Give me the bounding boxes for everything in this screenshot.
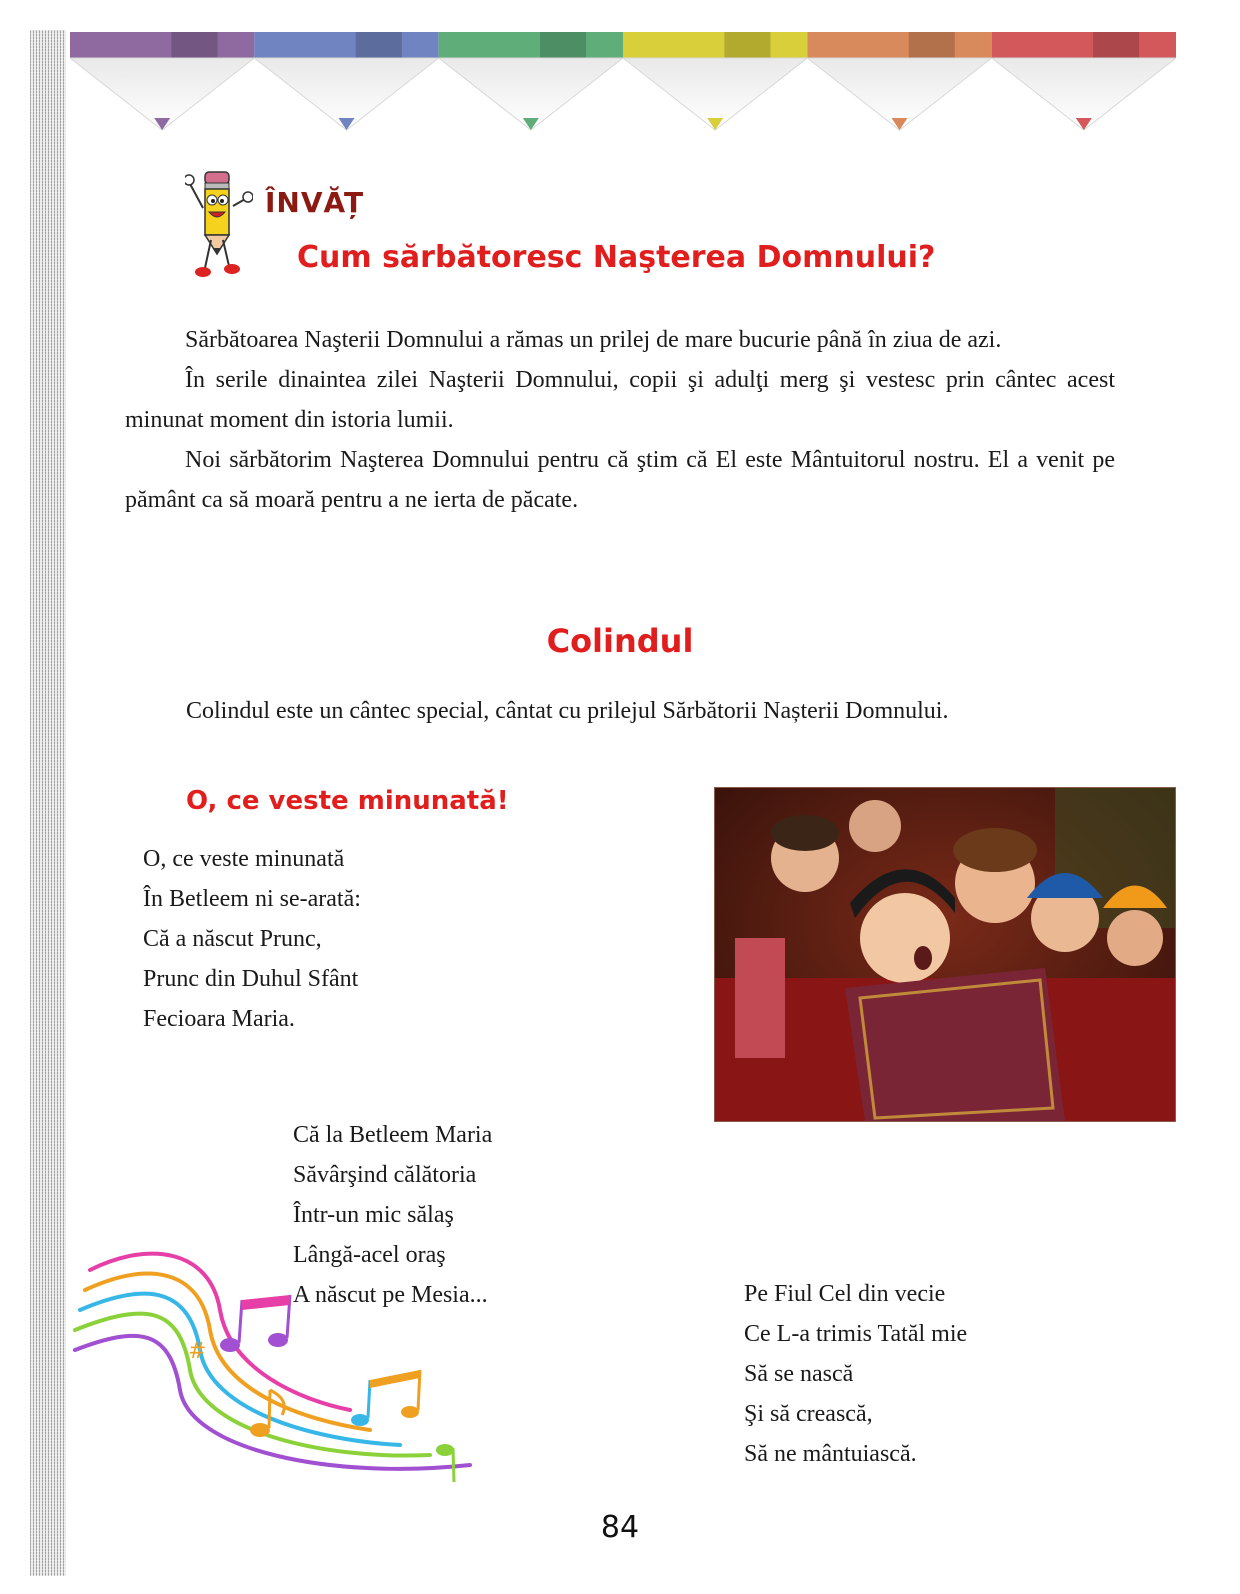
song-stanza-3 (744, 1274, 967, 1474)
intro-paragraph: În serile dinaintea zilei Naşterii Domnului, copii şi adulţi merg şi vestesc prin cântec acest minunat moment din istoria lumii. (125, 367, 1115, 433)
song-line: Că a născut Prunc, (143, 926, 322, 952)
pencil-mascot-icon (185, 168, 253, 286)
svg-text:#: # (188, 1339, 207, 1364)
pencil-body (992, 32, 1176, 58)
song-line: Să ne mântuiască. (744, 1441, 917, 1467)
pencil-body (623, 32, 807, 58)
song-line: Să se nască (744, 1361, 854, 1387)
song-line: O, ce veste minunată (143, 846, 345, 872)
pencil-shade (1093, 32, 1139, 58)
pencil-shade (724, 32, 770, 58)
song-line: Fecioara Maria. (143, 1006, 295, 1032)
section-kicker: ÎNVĂȚ (265, 186, 365, 219)
pencil-body (254, 32, 438, 58)
pencil-shade (356, 32, 402, 58)
song-line: În Betleem ni se-arată: (143, 886, 361, 912)
left-border-decoration (30, 30, 66, 1576)
song-line: Că la Betleem Maria (293, 1122, 493, 1148)
pencil-shade (909, 32, 955, 58)
song-line: A născut pe Mesia... (293, 1282, 488, 1308)
pencil-shade (540, 32, 586, 58)
song-line: Săvârşind călătoria (293, 1162, 477, 1188)
intro-paragraph: Noi sărbătorim Naşterea Domnului pentru că ştim că El este Mântuitorul nostru. El a venit pe pământ ca să moară pentru a ne ierta de păcate. (125, 447, 1115, 513)
pencil-body (807, 32, 991, 58)
pencil-banner-decoration (70, 30, 1176, 140)
pencil-body (439, 32, 623, 58)
pencil-body (70, 32, 254, 58)
song-line: Într-un mic sălaş (293, 1202, 454, 1228)
song-line: Lângă-acel oraş (293, 1242, 446, 1268)
page-title: Cum sărbătoresc Naşterea Domnului? (297, 240, 936, 275)
song-line: Prunc din Duhul Sfânt (143, 966, 359, 992)
intro-text (125, 320, 1115, 520)
song-stanza-1 (143, 839, 361, 1039)
song-title: O, ce veste minunată! (186, 786, 509, 816)
section-title: Colindul (546, 622, 694, 660)
song-line: Pe Fiul Cel din vecie (744, 1281, 946, 1307)
song-line: Şi să crească, (744, 1401, 873, 1427)
pencil-shade (171, 32, 217, 58)
song-line: Ce L-a trimis Tatăl mie (744, 1321, 968, 1347)
section-description: Colindul este un cântec special, cântat cu prilejul Sărbătorii Nașterii Domnului. (186, 698, 949, 724)
music-notes-decoration (70, 1230, 510, 1530)
page-number: 84 (600, 1510, 640, 1545)
intro-paragraph: Sărbătoarea Naşterii Domnului a rămas un prilej de mare bucurie până în ziua de azi. (185, 327, 1002, 353)
carolers-photo (714, 787, 1176, 1122)
